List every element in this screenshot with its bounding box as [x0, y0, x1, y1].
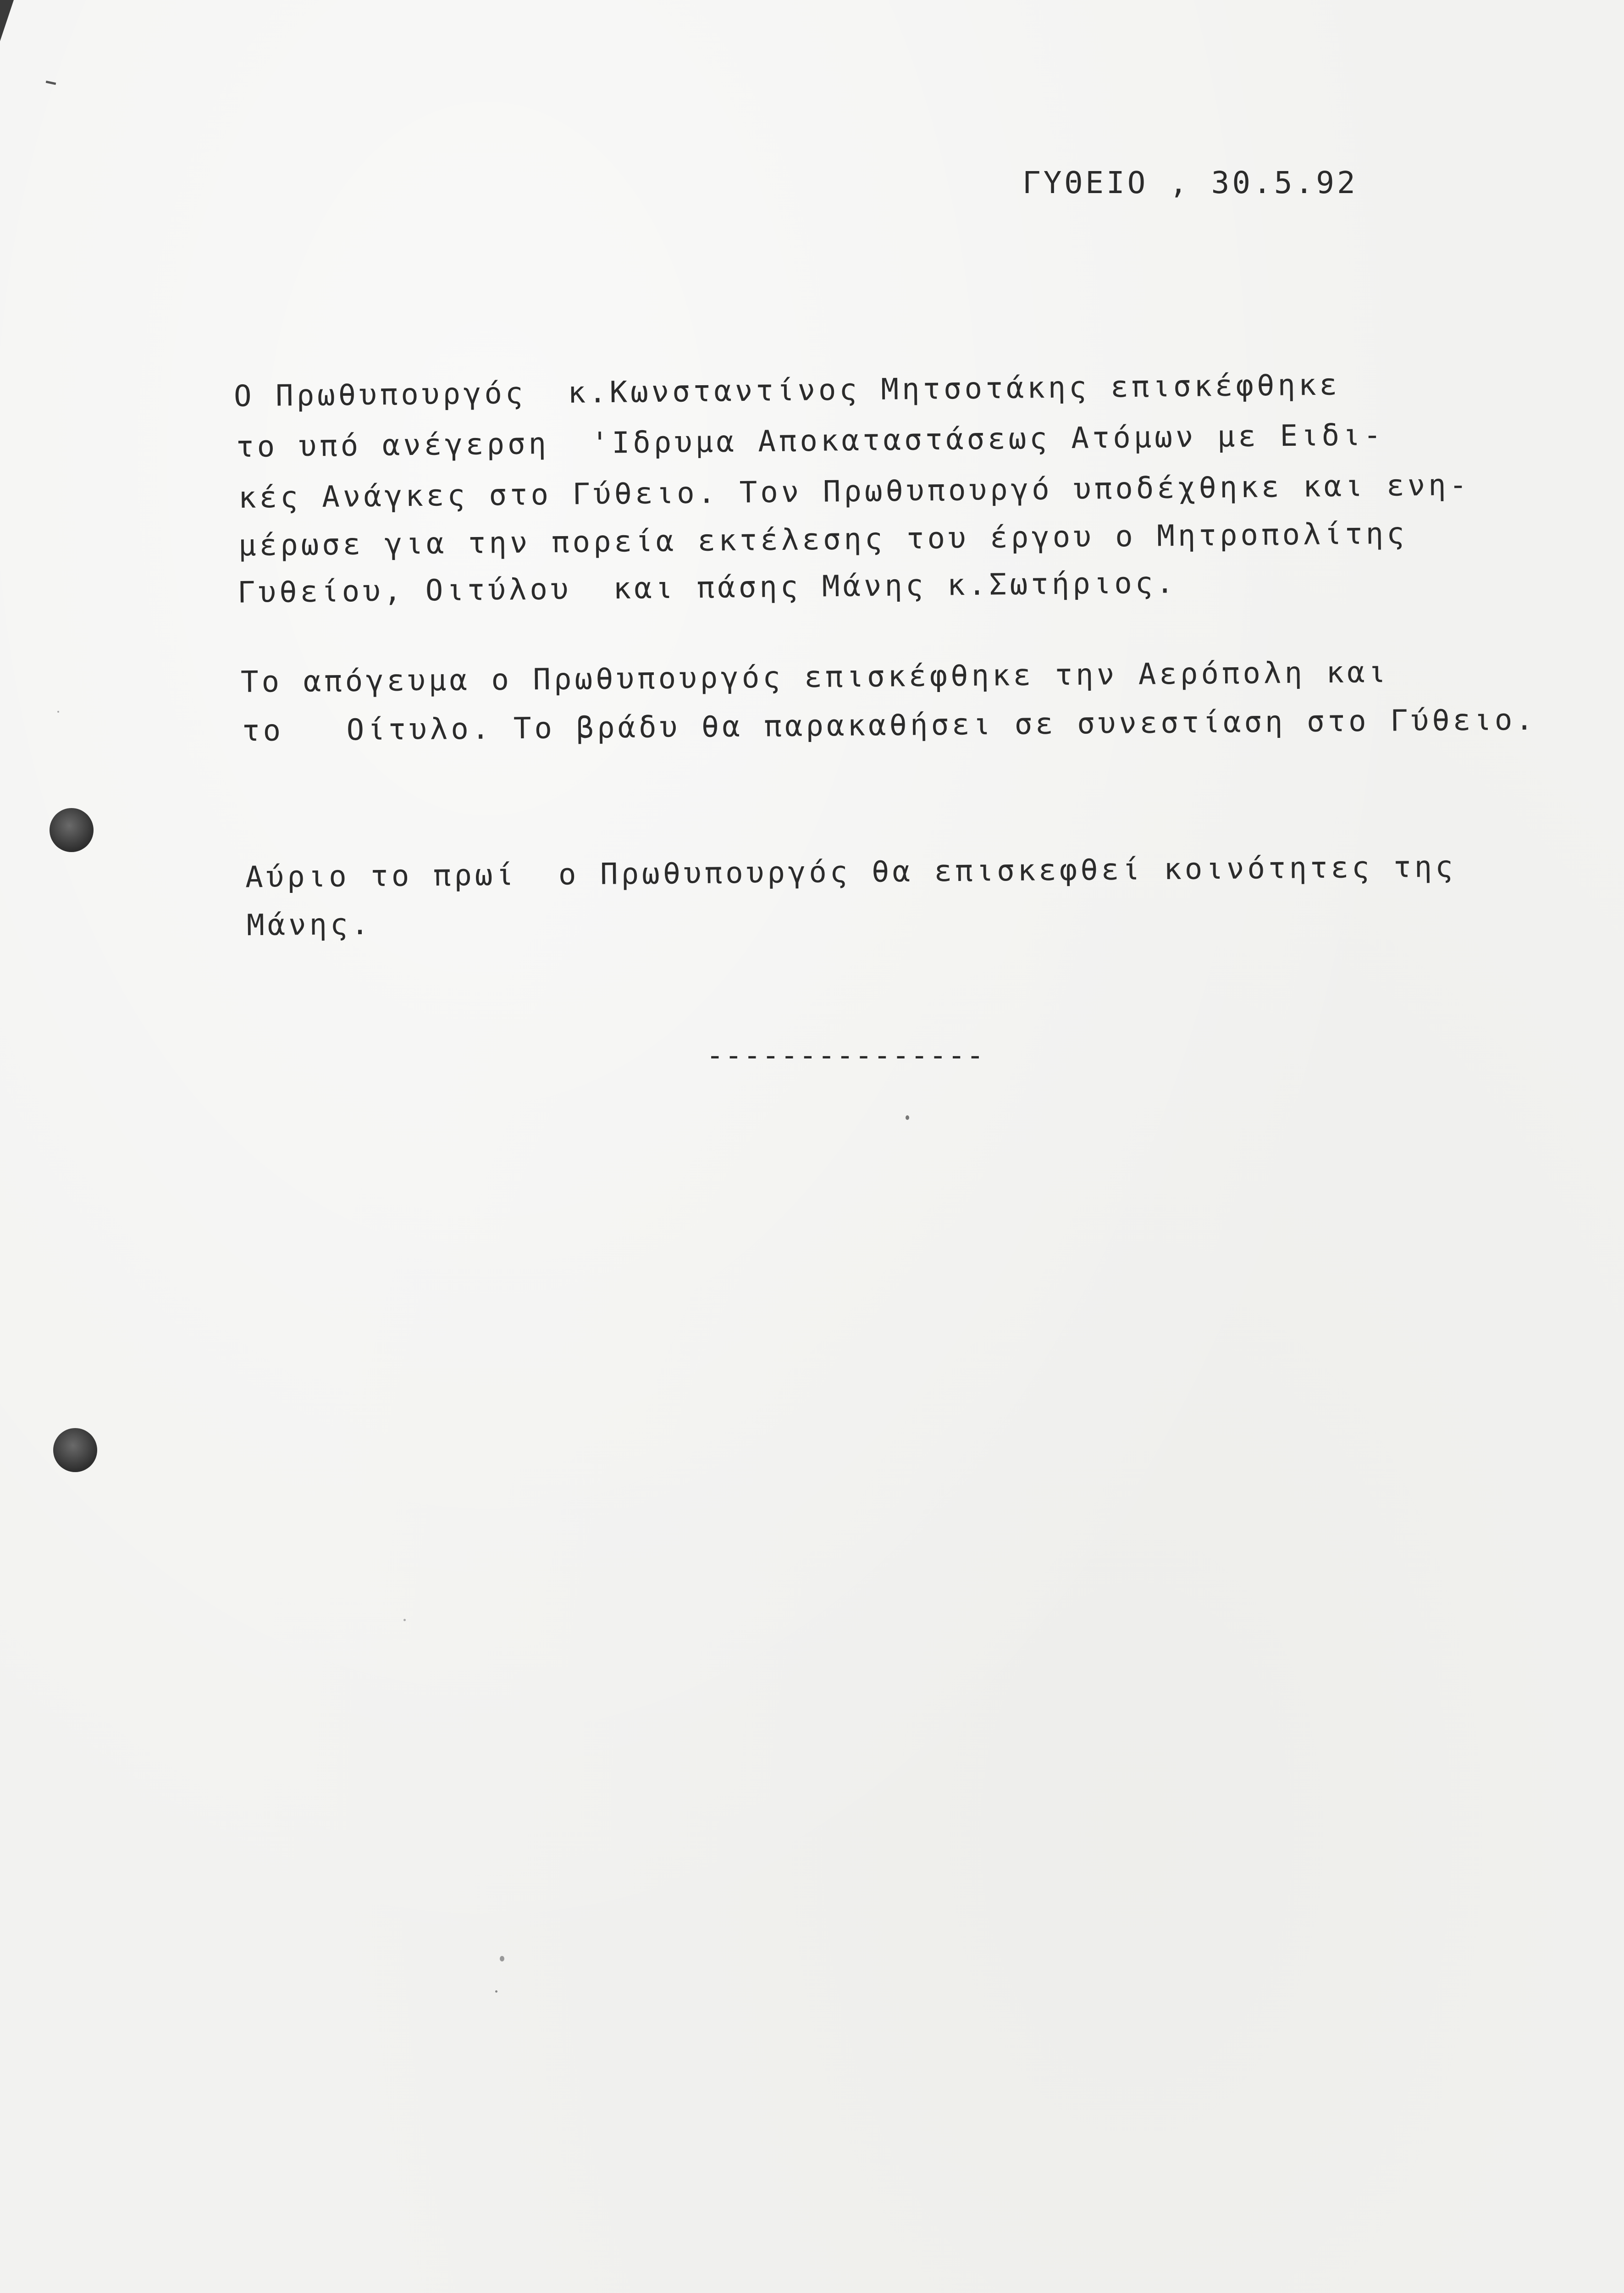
paragraph2-line1: Το απόγευμα ο Πρωθυπουργός επισκέφθηκε την Αερόπολη και — [240, 655, 1389, 699]
paper-speck — [403, 1619, 406, 1621]
punch-hole-bottom — [53, 1428, 97, 1472]
corner-mark — [46, 81, 56, 85]
paragraph2-line2: το Οίτυλο. Το βράδυ θα παρακαθήσει σε συνεστίαση στο Γύθειο. — [242, 703, 1537, 748]
paragraph1-line3: κές Ανάγκες στο Γύθειο. Τον Πρωθυπουργό υποδέχθηκε και ενη- — [238, 468, 1470, 515]
paragraph1-line5: Γυθείου, Οιτύλου και πάσης Μάνης κ.Σωτήριος. — [237, 566, 1177, 610]
paragraph1-line1: Ο Πρωθυπουργός κ.Κωνσταντίνος Μητσοτάκης επισκέφθηκε — [233, 368, 1341, 414]
paper-speck — [495, 1990, 497, 1993]
folded-corner — [0, 0, 14, 41]
paper-speck — [906, 1115, 909, 1120]
paragraph3-line2: Μάνης. — [246, 907, 372, 943]
paper-speck — [500, 1956, 504, 1961]
punch-hole-top — [50, 808, 94, 852]
dateline: ΓΥΘΕΙΟ , 30.5.92 — [1022, 165, 1358, 200]
paper-speck — [57, 711, 59, 713]
paragraph1-line4: μέρωσε για την πορεία εκτέλεσης του έργου ο Μητροπολίτης — [238, 516, 1408, 563]
paragraph1-line2: το υπό ανέγερση 'Ιδρυμα Αποκαταστάσεως Ατόμων με Ειδι- — [236, 418, 1385, 465]
paragraph3-line1: Αύριο το πρωί ο Πρωθυπουργός θα επισκεφθεί κοινότητες της — [245, 850, 1457, 895]
closing-divider: --------------- — [706, 1039, 985, 1073]
